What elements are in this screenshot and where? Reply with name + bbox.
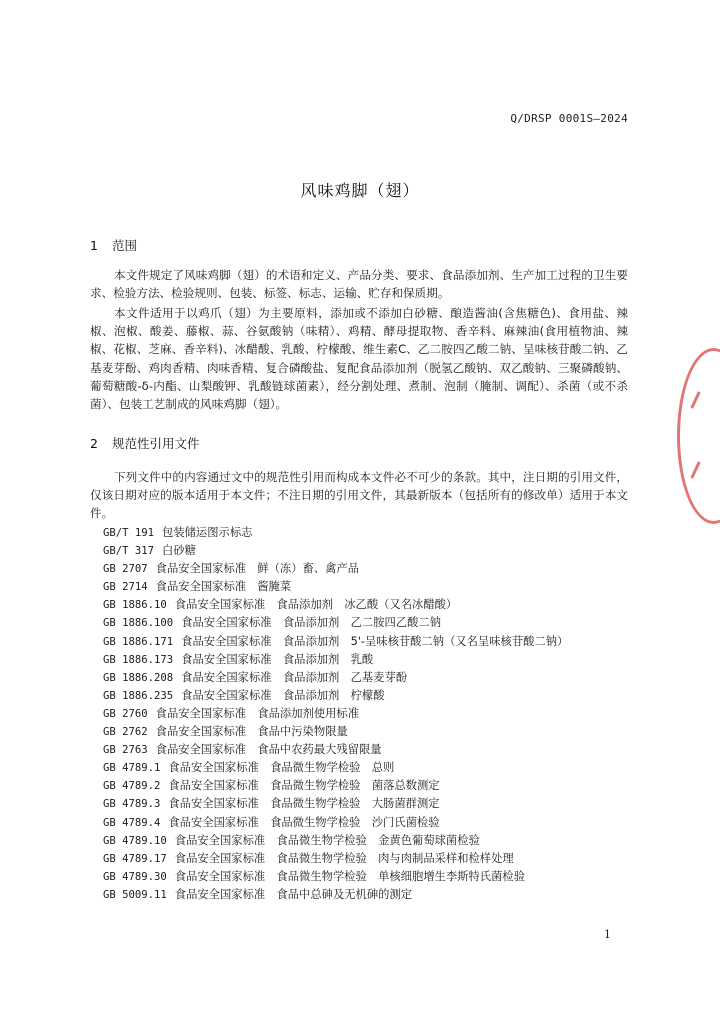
reference-title: 食品安全国家标准 食品微生物学检验 大肠菌群测定 [168, 797, 440, 811]
reference-code: GB 2760 [103, 707, 148, 720]
page-number: 1 [604, 928, 611, 941]
reference-list [103, 524, 568, 904]
reference-code: GB 1886.235 [103, 689, 174, 702]
reference-item [103, 560, 568, 578]
reference-item [103, 669, 568, 687]
reference-code: GB 1886.100 [103, 617, 174, 630]
section-title: 规范性引用文件 [112, 436, 200, 451]
section-number: 1 [90, 238, 98, 253]
reference-item [103, 886, 568, 904]
reference-title: 食品安全国家标准 食品微生物学检验 总则 [168, 761, 395, 775]
reference-title: 食品安全国家标准 食品微生物学检验 金黄色葡萄球菌检验 [174, 833, 480, 847]
stamp-mark [690, 391, 700, 409]
reference-title: 食品安全国家标准 食品添加剂 乳酸 [181, 652, 374, 666]
reference-item [103, 741, 568, 759]
reference-title: 食品安全国家标准 食品添加剂 柠檬酸 [181, 688, 385, 702]
reference-title: 包装储运图示标志 [162, 526, 253, 539]
document-title: 风味鸡脚（翅） [300, 181, 420, 200]
reference-title: 食品安全国家标准 食品添加剂 乙二胺四乙酸二钠 [181, 616, 442, 630]
reference-title: 食品安全国家标准 食品微生物学检验 肉与肉制品采样和检样处理 [174, 851, 514, 865]
reference-title: 食品安全国家标准 鲜（冻）畜、禽产品 [155, 562, 360, 576]
reference-code: GB 1886.171 [103, 635, 174, 648]
reference-item [103, 651, 568, 669]
reference-code: GB 4789.4 [103, 816, 161, 829]
section-number: 2 [90, 436, 98, 451]
reference-title: 食品安全国家标准 食品中总砷及无机砷的测定 [174, 887, 413, 901]
reference-title: 食品安全国家标准 食品添加剂 乙基麦芽酚 [181, 670, 408, 684]
reference-title: 白砂糖 [162, 544, 196, 558]
reference-title: 食品安全国家标准 食品中农药最大残留限量 [155, 743, 382, 757]
reference-item [103, 814, 568, 832]
stamp-mark [690, 461, 700, 479]
reference-code: GB 4789.2 [103, 780, 161, 793]
reference-code: GB 4789.17 [103, 852, 167, 865]
reference-code: GB 4789.30 [103, 870, 167, 883]
reference-code: GB 4789.10 [103, 834, 167, 847]
reference-item [103, 542, 568, 560]
reference-item [103, 795, 568, 813]
reference-title: 食品安全国家标准 食品微生物学检验 单核细胞增生李斯特氏菌检验 [174, 869, 525, 883]
reference-item [103, 723, 568, 741]
reference-item [103, 850, 568, 868]
reference-title: 食品安全国家标准 食品添加剂使用标准 [155, 706, 360, 720]
reference-code: GB 2763 [103, 744, 148, 757]
reference-code: GB/T 317 [103, 545, 155, 558]
reference-item [103, 868, 568, 886]
scope-paragraph-1: 本文件规定了风味鸡脚（翅）的术语和定义、产品分类、要求、食品添加剂、生产加工过程的卫生要求、检验方法、检验规则、包装、标签、标志、运输、贮存和保质期。 [90, 268, 628, 301]
reference-code: GB 4789.1 [103, 762, 161, 775]
reference-item [103, 705, 568, 723]
reference-code: GB 2714 [103, 581, 148, 594]
document-code: Q/DRSP 0001S—2024 [510, 112, 628, 125]
reference-title: 食品安全国家标准 食品中污染物限量 [155, 725, 348, 739]
reference-item [103, 759, 568, 777]
reference-code: GB 4789.3 [103, 798, 161, 811]
seal-stamp-edge [677, 348, 720, 524]
reference-item [103, 777, 568, 795]
section-heading-references [90, 434, 200, 452]
reference-code: GB 1886.208 [103, 671, 174, 684]
reference-code: GB 5009.11 [103, 888, 167, 901]
reference-item [103, 578, 568, 596]
reference-code: GB 2762 [103, 726, 148, 739]
reference-item [103, 633, 568, 651]
reference-title: 食品安全国家标准 食品微生物学检验 沙门氏菌检验 [168, 815, 440, 829]
section-title: 范围 [112, 238, 138, 253]
reference-code: GB 1886.173 [103, 653, 174, 666]
reference-title: 食品安全国家标准 食品微生物学检验 菌落总数测定 [168, 779, 440, 793]
section-heading-scope [90, 236, 137, 254]
references-intro: 下列文件中的内容通过文中的规范性引用而构成本文件必不可少的条款。其中，注日期的引用文件，仅该日期对应的版本适用于本文件；不注日期的引用文件，其最新版本（包括所有的修改单）适用于本文件。 [90, 470, 628, 521]
reference-item [103, 614, 568, 632]
reference-code: GB 2707 [103, 563, 148, 576]
reference-code: GB/T 191 [103, 527, 155, 539]
scope-paragraph-2: 本文件适用于以鸡爪（翅）为主要原料，添加或不添加白砂糖、酿造酱油(含焦糖色)、食用盐、辣椒、泡椒、酸姜、藤椒、蒜、谷氨酸钠（味精）、鸡精、酵母提取物、香辛料、麻辣油(食用植物油、辣椒、花椒、芝麻、香辛料)、冰醋酸、乳酸、柠檬酸、维生素C、乙二胺四乙酸二钠、呈味核苷酸二钠、乙基麦芽酚、鸡肉香精、肉味香精、复合磷酸盐、复配食品添加剂（脱氢乙酸钠、双乙酸钠、三聚磷酸钠、葡萄糖酸-δ-内酯、山梨酸钾、乳酸链球菌素），经分割处理、煮制、泡制（腌制、调配）、杀菌（或不杀菌）、包装工艺制成的风味鸡脚（翅）。 [90, 306, 628, 412]
reference-title: 食品安全国家标准 食品添加剂 冰乙酸（又名冰醋酸） [174, 598, 458, 612]
reference-item [103, 687, 568, 705]
reference-item [103, 596, 568, 614]
reference-item [103, 832, 568, 850]
reference-title: 食品安全国家标准 食品添加剂 5'-呈味核苷酸二钠（又名呈味核苷酸二钠） [181, 634, 569, 648]
reference-title: 食品安全国家标准 酱腌菜 [155, 580, 292, 594]
reference-code: GB 1886.10 [103, 599, 167, 612]
reference-item [103, 524, 568, 542]
